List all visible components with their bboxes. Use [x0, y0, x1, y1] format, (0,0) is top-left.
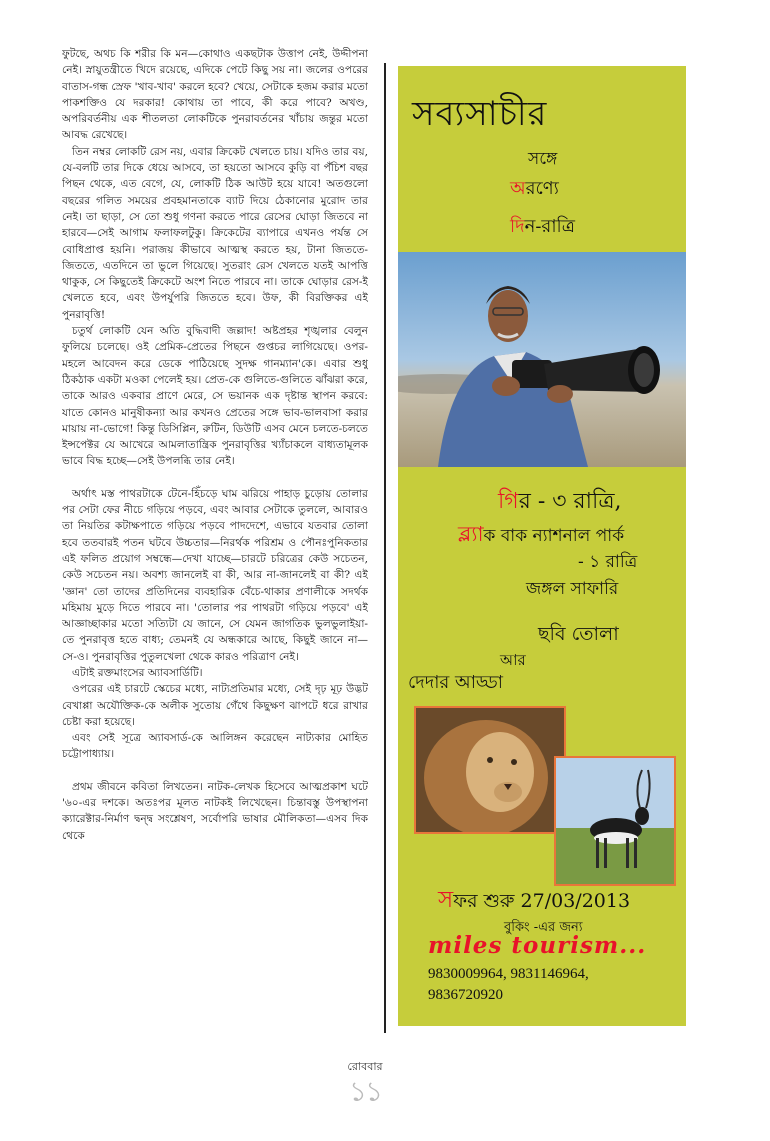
folio-label: রোববার [347, 1060, 383, 1073]
article-paragraph: ওপরের এই চারটে স্কেচের মধ্যে, নাট্যপ্রতিমার মধ্যে, সেই দৃঢ় মূঢ় উদ্ভট বেখাপ্পা অযৌক্তিক-কে অলীক সুতোয় গেঁথে কিছুক্ষণ ঝাপটে ধরে রাখার চেষ্টা করা হয়েছে। [62, 683, 368, 728]
ad-aranye: অরণ্যে [510, 178, 559, 199]
blackbuck-photo [554, 756, 676, 886]
ad-booking-label: বুকিং -এর জন্য [504, 920, 583, 935]
article-paragraph: এটাই রক্তমাংসের অ্যাবসার্ডিটি। [72, 666, 203, 679]
article-paragraph: চতুর্থ লোকটি যেন অতি বুদ্ধিবাদী জল্লাদ! অষ্টপ্রহর শৃঙ্খলার বেলুন ফুলিয়ে চলেছে। ওই প্রেমিক-প্রেতের পিছনে গুপ্তচর লাগিয়েছে। ওপর-মহলে আবেদন করে ডেকে পাঠিয়েছে সুদক্ষ গানম্যান'কে। এবার শুধু ঠিকঠাক একটা মওকা পেলেই হয়। প্রেত-কে গুলিতে-গুলিতে ঝাঁঝরা করে, তাকে আরও একবার প্রাণে মেরে, সে ভয়ানক এক দৃষ্টান্ত স্থাপন করবে: যাতে কোনও মানুষীকন্যা আর কখনও প্রেতের সঙ্গে ভাব-ভালবাসা করার মায়ায় না-ভোগে! কিন্তু ডিসিপ্লিন, রুটিন, ডিউটি এসব মেনে চলতে-চলতে ইন্সপেক্টর যে আখেরে আমলাতান্ত্রিক পুনরাবৃত্তির খ্যাঁচাকলে বাধ্যতামূলক ভাবে বিদ্ধ হচ্ছে—সেই উপলব্ধি তার নেই। [62, 325, 368, 468]
ad-gir-accent: গি [498, 489, 519, 514]
ad-sange: সঙ্গে [528, 149, 558, 169]
ad-blackbuck: ব্ল্যাক বাক ন্যাশনাল পার্ক [458, 522, 625, 546]
article-paragraph: এবং সেই সূত্রে অ্যাবসার্ড-কে আলিঙ্গন করেছেন নাট্যকার মোহিত চট্টোপাধ্যায়। [62, 732, 368, 761]
lion-photo [414, 706, 566, 834]
ad-din-accent: দি [510, 216, 525, 237]
article-column [62, 46, 368, 1046]
ad-trip-start: সফর শুরু 27/03/2013 [438, 887, 631, 913]
article-paragraph: ফুটছে, অথচ কি শরীর কি মন—কোথাও একছটাক উত্তাপ নেই, উদ্দীপনা নেই। স্নায়ুতন্ত্রীতে খিদে রয়েছে, এদিকে পেটে কিছু সয় না। জলের ওপরের বাতাস-গন্ধ স্রেফ 'খাব-খাব' করলে হবে? খেয়ে, সেটাকে হজম করার মতো পাকশক্তিও যে দরকার! কোথায় তা পাবে, কী করে পাবে? অখণ্ড, অপরিবর্তনীয় এক শীতলতা লোকটিকে পুনরাবর্তনের খাঁচায় জন্তুর মতো আবদ্ধ রেখেছে। [62, 48, 368, 142]
ad-photography: ছবি তোলা [538, 623, 619, 645]
ad-aar: আর [500, 651, 526, 669]
ad-brand-name: miles tourism... [428, 932, 647, 959]
ad-jungle-safari: জঙ্গল সাফারি [526, 579, 619, 599]
page-folio [325, 1058, 405, 1107]
page-number: ১১ [348, 1075, 382, 1108]
ad-title: সব্যসাচীর [412, 94, 548, 134]
ad-aranye-accent: অ [510, 178, 526, 199]
ad-din-ratri: দিন-রাত্রি [510, 216, 575, 237]
ad-one-night: - ১ রাত্রি [578, 552, 638, 572]
ad-gir: গির - ৩ রাত্রি, [498, 489, 622, 514]
ad-phone-line-1: 9830009964, 9831146964, [428, 966, 589, 982]
ad-trip-accent: স [438, 887, 454, 913]
ad-blackbuck-accent: ব্ল্যা [458, 522, 484, 546]
ad-adda: দেদার আড্ডা [408, 672, 503, 693]
article-paragraph: তিন নম্বর লোকটি রেস নয়, এবার ক্রিকেট খেলতে চায়। যদিও তার বয়, যে-বলটি তার দিকে ধেয়ে আসবে, তা হয়তো আসবে কুড়ি বা পঁচিশ বছর পিছন থেকে, এত বেগে, যে, লোকটি ঠিক আউট হয়ে যাবে! অতগুলো বছরের গলিত সময়ের প্রবহমানতাকে ব্যাট দিয়ে ঠেকানোর মুরোদ তার নেই। তা ছাড়া, সে তো শুধু গণনা করতে পারে রেসের ঘোড়া জিতবে না হারবে—সেই আগাম ফলাফলটুকু। ক্রিকেটের ব্যাপারে এখনও পর্যন্ত সে বোধিপ্রাপ্ত হয়নি। পরাজয় কীভাবে আত্মস্থ করতে হয়, টানা জিততে-জিততে, এতদিনে তা ভুলে গিয়েছে। সুতরাং রেস খেলতে যতই আপত্তি থাকুক, সে কিছুতেই ক্রিকেটে অংশ নিতে পারবে না। তাকে ঘোড়ার রেস-ই খেলতে হবে, এবং উপর্যুপরি জিততে হবে। উফ, কী বিরক্তিকর এই পুনরাবৃত্তি! [62, 145, 368, 321]
ad-phone-line-2: 9836720920 [428, 987, 503, 1003]
article-paragraph: প্রথম জীবনে কবিতা লিখতেন। নাটক-লেখক হিসেবে আত্মপ্রকাশ ঘটে '৬০-এর দশকে। অতঃপর মূলত নাটকই লিখেছেন। চিন্তাবস্তু উপস্থাপনা ক্যারেক্টার-নির্মাণ দ্বন্দ্ব সংশ্লেষণ, সর্বোপরি ভাষার মৌলিকতা—এসব দিক থেকে [62, 780, 368, 842]
advertisement-panel [398, 66, 686, 1026]
article-paragraph: অর্থাৎ মস্ত পাথরটাকে টেনে-হিঁচড়ে ঘাম ঝরিয়ে পাহাড় চুড়োয় তোলার পর সেটা ফের নীচে গড়িয়ে পড়বে, এবং আবার সেটাকে তুললে, আবারও তা নিয়তির কটাক্ষপাতে গড়িয়ে পড়বে পাদদেশে, এভাবে যতবার তোলা হবে ততবারই পতন ঘটবে উচ্চতার—নিরর্থক পরিশ্রম ও পৌনঃপুনিকতার এই ফলিত প্রয়োগ সম্বন্ধে—দেখা যাচ্ছে—চারটে চরিত্রের কেউ সচেতন, কেউ সচেতন নয়। অবশ্য জানলেই বা কী, আর না-জানলেই বা কী? এই 'জ্ঞান' তো তাদের প্রতিদিনের ব্যবহারিক বেঁচে-থাকার প্রণালীকে সদর্থক মহিমায় মুড়ে দিতে পারবে না। 'তোলার পর পাথরটা গড়িয়ে পড়বে' এই আজ্ঞাচ্ছাকার মতো সত্যিটা যে জানে, সে যেমন জাগতিক ভুলভুলাইয়া-তে পুনরাবৃত্ত হতে বাধ্য; তেমনই যে অন্ধকারে আছে, কিছুই জানে না—সে-ও। পুনরাবৃত্তির পুতুলখেলা থেকে কারও পরিত্রাণ নেই। [62, 487, 368, 663]
column-divider [384, 63, 386, 1033]
photographer-photo [398, 252, 686, 467]
